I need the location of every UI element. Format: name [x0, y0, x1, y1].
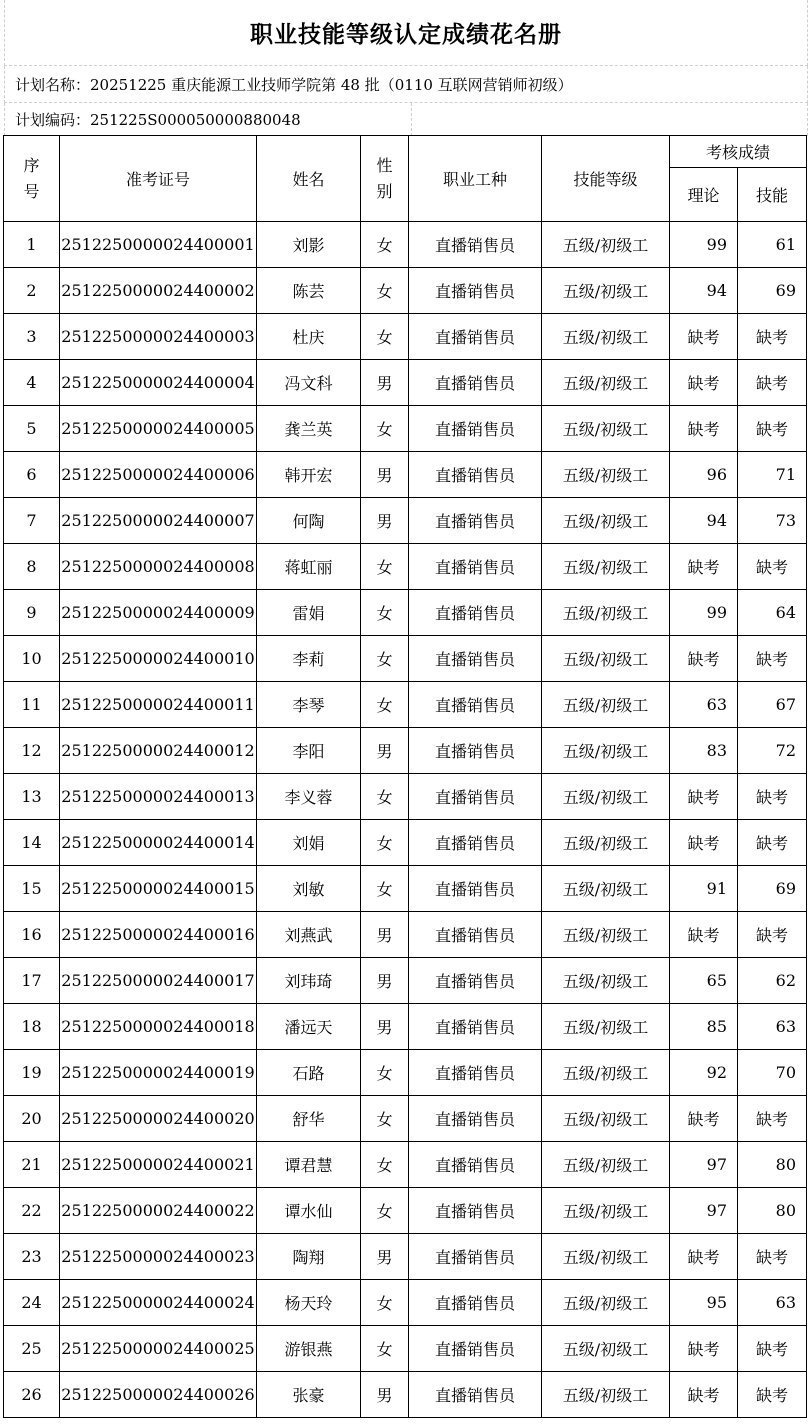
cell-seq: 3 [4, 314, 60, 360]
cell-seq: 16 [4, 912, 60, 958]
table-row [4, 1050, 807, 1096]
cell-seq: 26 [4, 1372, 60, 1418]
table-row [4, 222, 807, 268]
cell-skill: 69 [738, 268, 807, 314]
cell-ticket: 2512250000024400017 [60, 958, 257, 1004]
cell-gender: 女 [361, 774, 409, 820]
cell-seq: 4 [4, 360, 60, 406]
cell-ticket: 2512250000024400004 [60, 360, 257, 406]
cell-name: 龚兰英 [257, 406, 361, 452]
cell-gender: 女 [361, 406, 409, 452]
cell-gender: 男 [361, 958, 409, 1004]
header-seq: 序 号 [4, 136, 60, 222]
cell-job: 直播销售员 [409, 222, 542, 268]
cell-skill: 缺考 [738, 544, 807, 590]
page-title: 职业技能等级认定成绩花名册 [4, 0, 808, 66]
cell-seq: 17 [4, 958, 60, 1004]
cell-level: 五级/初级工 [542, 682, 670, 728]
cell-gender: 女 [361, 1280, 409, 1326]
table-row [4, 1280, 807, 1326]
cell-ticket: 2512250000024400024 [60, 1280, 257, 1326]
table-row [4, 636, 807, 682]
cell-job: 直播销售员 [409, 268, 542, 314]
cell-job: 直播销售员 [409, 912, 542, 958]
cell-skill: 72 [738, 728, 807, 774]
table-row [4, 1142, 807, 1188]
cell-level: 五级/初级工 [542, 958, 670, 1004]
cell-skill: 缺考 [738, 1234, 807, 1280]
table-row [4, 682, 807, 728]
cell-ticket: 2512250000024400010 [60, 636, 257, 682]
table-row [4, 1188, 807, 1234]
cell-skill: 69 [738, 866, 807, 912]
cell-ticket: 2512250000024400020 [60, 1096, 257, 1142]
cell-seq: 13 [4, 774, 60, 820]
cell-skill: 缺考 [738, 1372, 807, 1418]
cell-theory: 缺考 [670, 1234, 738, 1280]
cell-theory: 97 [670, 1142, 738, 1188]
cell-name: 游银燕 [257, 1326, 361, 1372]
cell-gender: 女 [361, 1050, 409, 1096]
cell-level: 五级/初级工 [542, 1372, 670, 1418]
cell-job: 直播销售员 [409, 1234, 542, 1280]
cell-job: 直播销售员 [409, 1188, 542, 1234]
cell-level: 五级/初级工 [542, 498, 670, 544]
cell-theory: 缺考 [670, 1326, 738, 1372]
table-row [4, 912, 807, 958]
cell-level: 五级/初级工 [542, 406, 670, 452]
cell-gender: 女 [361, 1326, 409, 1372]
header-divider [411, 103, 412, 136]
cell-level: 五级/初级工 [542, 1326, 670, 1372]
cell-gender: 女 [361, 1188, 409, 1234]
cell-ticket: 2512250000024400011 [60, 682, 257, 728]
cell-level: 五级/初级工 [542, 314, 670, 360]
cell-gender: 女 [361, 1096, 409, 1142]
cell-seq: 14 [4, 820, 60, 866]
cell-seq: 8 [4, 544, 60, 590]
cell-seq: 6 [4, 452, 60, 498]
cell-theory: 缺考 [670, 360, 738, 406]
cell-gender: 男 [361, 452, 409, 498]
cell-gender: 女 [361, 682, 409, 728]
cell-skill: 缺考 [738, 820, 807, 866]
header-name: 姓名 [257, 136, 361, 222]
cell-job: 直播销售员 [409, 1096, 542, 1142]
cell-name: 蒋虹丽 [257, 544, 361, 590]
cell-job: 直播销售员 [409, 1050, 542, 1096]
cell-job: 直播销售员 [409, 728, 542, 774]
header-ticket: 准考证号 [60, 136, 257, 222]
cell-seq: 15 [4, 866, 60, 912]
cell-level: 五级/初级工 [542, 820, 670, 866]
cell-skill: 61 [738, 222, 807, 268]
cell-theory: 95 [670, 1280, 738, 1326]
cell-level: 五级/初级工 [542, 1004, 670, 1050]
cell-level: 五级/初级工 [542, 360, 670, 406]
cell-name: 杜庆 [257, 314, 361, 360]
cell-seq: 5 [4, 406, 60, 452]
cell-seq: 9 [4, 590, 60, 636]
cell-name: 张豪 [257, 1372, 361, 1418]
header-skill: 技能 [738, 168, 807, 222]
cell-name: 雷娟 [257, 590, 361, 636]
cell-seq: 24 [4, 1280, 60, 1326]
cell-level: 五级/初级工 [542, 268, 670, 314]
cell-skill: 70 [738, 1050, 807, 1096]
cell-ticket: 2512250000024400022 [60, 1188, 257, 1234]
cell-skill: 缺考 [738, 406, 807, 452]
header-gender: 性 别 [361, 136, 409, 222]
cell-skill: 缺考 [738, 774, 807, 820]
cell-ticket: 2512250000024400023 [60, 1234, 257, 1280]
cell-ticket: 2512250000024400009 [60, 590, 257, 636]
cell-name: 谭君慧 [257, 1142, 361, 1188]
cell-name: 刘娟 [257, 820, 361, 866]
cell-ticket: 2512250000024400015 [60, 866, 257, 912]
cell-gender: 男 [361, 498, 409, 544]
cell-gender: 男 [361, 1234, 409, 1280]
cell-name: 谭水仙 [257, 1188, 361, 1234]
table-row [4, 1372, 807, 1418]
cell-ticket: 2512250000024400005 [60, 406, 257, 452]
cell-seq: 11 [4, 682, 60, 728]
cell-job: 直播销售员 [409, 544, 542, 590]
cell-ticket: 2512250000024400007 [60, 498, 257, 544]
cell-name: 石路 [257, 1050, 361, 1096]
cell-skill: 80 [738, 1188, 807, 1234]
cell-gender: 女 [361, 590, 409, 636]
cell-gender: 男 [361, 1004, 409, 1050]
cell-theory: 94 [670, 498, 738, 544]
cell-job: 直播销售员 [409, 452, 542, 498]
table-row [4, 544, 807, 590]
cell-job: 直播销售员 [409, 820, 542, 866]
cell-gender: 男 [361, 728, 409, 774]
cell-level: 五级/初级工 [542, 590, 670, 636]
cell-job: 直播销售员 [409, 958, 542, 1004]
cell-gender: 女 [361, 820, 409, 866]
table-row [4, 820, 807, 866]
cell-name: 陶翔 [257, 1234, 361, 1280]
cell-skill: 73 [738, 498, 807, 544]
cell-job: 直播销售员 [409, 636, 542, 682]
cell-skill: 71 [738, 452, 807, 498]
cell-theory: 99 [670, 222, 738, 268]
cell-theory: 缺考 [670, 406, 738, 452]
cell-seq: 12 [4, 728, 60, 774]
cell-ticket: 2512250000024400025 [60, 1326, 257, 1372]
cell-name: 刘敏 [257, 866, 361, 912]
cell-skill: 62 [738, 958, 807, 1004]
header-theory: 理论 [670, 168, 738, 222]
cell-theory: 缺考 [670, 544, 738, 590]
cell-ticket: 2512250000024400006 [60, 452, 257, 498]
cell-level: 五级/初级工 [542, 1234, 670, 1280]
cell-level: 五级/初级工 [542, 1188, 670, 1234]
cell-skill: 缺考 [738, 360, 807, 406]
cell-theory: 缺考 [670, 636, 738, 682]
cell-job: 直播销售员 [409, 682, 542, 728]
cell-level: 五级/初级工 [542, 636, 670, 682]
cell-skill: 67 [738, 682, 807, 728]
table-row [4, 590, 807, 636]
cell-skill: 80 [738, 1142, 807, 1188]
cell-seq: 23 [4, 1234, 60, 1280]
plan-code: 计划编码：251225S000050000880048 [15, 111, 301, 129]
cell-theory: 缺考 [670, 1096, 738, 1142]
plan-name: 计划名称：20251225 重庆能源工业技师学院第 48 批（0110 互联网营销师初级） [4, 66, 808, 103]
cell-theory: 83 [670, 728, 738, 774]
cell-ticket: 2512250000024400021 [60, 1142, 257, 1188]
table-row [4, 498, 807, 544]
cell-ticket: 2512250000024400012 [60, 728, 257, 774]
cell-theory: 缺考 [670, 820, 738, 866]
cell-gender: 女 [361, 636, 409, 682]
cell-theory: 94 [670, 268, 738, 314]
cell-ticket: 2512250000024400013 [60, 774, 257, 820]
cell-gender: 女 [361, 544, 409, 590]
plan-code-row [4, 103, 808, 136]
cell-job: 直播销售员 [409, 1004, 542, 1050]
cell-job: 直播销售员 [409, 1372, 542, 1418]
cell-seq: 19 [4, 1050, 60, 1096]
cell-skill: 缺考 [738, 636, 807, 682]
table-row [4, 728, 807, 774]
table-body [4, 222, 807, 1418]
cell-theory: 缺考 [670, 314, 738, 360]
table-row [4, 1234, 807, 1280]
cell-gender: 女 [361, 866, 409, 912]
cell-ticket: 2512250000024400008 [60, 544, 257, 590]
cell-level: 五级/初级工 [542, 452, 670, 498]
cell-gender: 男 [361, 360, 409, 406]
cell-name: 李义蓉 [257, 774, 361, 820]
cell-name: 刘影 [257, 222, 361, 268]
cell-gender: 女 [361, 222, 409, 268]
cell-job: 直播销售员 [409, 360, 542, 406]
table-row [4, 958, 807, 1004]
cell-job: 直播销售员 [409, 1280, 542, 1326]
cell-job: 直播销售员 [409, 314, 542, 360]
cell-job: 直播销售员 [409, 1326, 542, 1372]
cell-ticket: 2512250000024400002 [60, 268, 257, 314]
cell-name: 陈芸 [257, 268, 361, 314]
cell-seq: 25 [4, 1326, 60, 1372]
cell-job: 直播销售员 [409, 774, 542, 820]
table-row [4, 360, 807, 406]
table-row [4, 314, 807, 360]
cell-gender: 女 [361, 1142, 409, 1188]
cell-seq: 2 [4, 268, 60, 314]
cell-gender: 女 [361, 314, 409, 360]
cell-level: 五级/初级工 [542, 774, 670, 820]
cell-level: 五级/初级工 [542, 544, 670, 590]
cell-skill: 缺考 [738, 1096, 807, 1142]
cell-skill: 缺考 [738, 314, 807, 360]
cell-job: 直播销售员 [409, 590, 542, 636]
table-row [4, 452, 807, 498]
cell-seq: 22 [4, 1188, 60, 1234]
cell-name: 杨天玲 [257, 1280, 361, 1326]
cell-ticket: 2512250000024400016 [60, 912, 257, 958]
cell-theory: 缺考 [670, 774, 738, 820]
cell-theory: 缺考 [670, 1372, 738, 1418]
cell-theory: 91 [670, 866, 738, 912]
cell-gender: 男 [361, 912, 409, 958]
cell-seq: 21 [4, 1142, 60, 1188]
cell-name: 李阳 [257, 728, 361, 774]
table-row [4, 1004, 807, 1050]
cell-ticket: 2512250000024400014 [60, 820, 257, 866]
cell-name: 韩开宏 [257, 452, 361, 498]
cell-seq: 7 [4, 498, 60, 544]
cell-theory: 97 [670, 1188, 738, 1234]
cell-job: 直播销售员 [409, 866, 542, 912]
cell-theory: 99 [670, 590, 738, 636]
cell-name: 舒华 [257, 1096, 361, 1142]
table-row [4, 866, 807, 912]
table-row [4, 1096, 807, 1142]
cell-ticket: 2512250000024400003 [60, 314, 257, 360]
header-level: 技能等级 [542, 136, 670, 222]
cell-name: 刘玮琦 [257, 958, 361, 1004]
header-job: 职业工种 [409, 136, 542, 222]
cell-seq: 20 [4, 1096, 60, 1142]
cell-job: 直播销售员 [409, 1142, 542, 1188]
cell-theory: 63 [670, 682, 738, 728]
cell-skill: 63 [738, 1004, 807, 1050]
cell-theory: 92 [670, 1050, 738, 1096]
cell-job: 直播销售员 [409, 498, 542, 544]
cell-seq: 10 [4, 636, 60, 682]
cell-level: 五级/初级工 [542, 912, 670, 958]
cell-name: 何陶 [257, 498, 361, 544]
cell-name: 冯文科 [257, 360, 361, 406]
cell-level: 五级/初级工 [542, 1280, 670, 1326]
cell-ticket: 2512250000024400026 [60, 1372, 257, 1418]
cell-gender: 男 [361, 1372, 409, 1418]
table-row [4, 774, 807, 820]
cell-name: 李琴 [257, 682, 361, 728]
cell-skill: 缺考 [738, 912, 807, 958]
cell-skill: 63 [738, 1280, 807, 1326]
table-row [4, 1326, 807, 1372]
cell-theory: 缺考 [670, 912, 738, 958]
cell-gender: 女 [361, 268, 409, 314]
cell-seq: 1 [4, 222, 60, 268]
cell-job: 直播销售员 [409, 406, 542, 452]
cell-ticket: 2512250000024400001 [60, 222, 257, 268]
cell-name: 李莉 [257, 636, 361, 682]
cell-level: 五级/初级工 [542, 222, 670, 268]
header-score-group: 考核成绩 [670, 136, 807, 168]
cell-theory: 96 [670, 452, 738, 498]
cell-skill: 缺考 [738, 1326, 807, 1372]
cell-ticket: 2512250000024400018 [60, 1004, 257, 1050]
cell-level: 五级/初级工 [542, 1050, 670, 1096]
cell-level: 五级/初级工 [542, 1096, 670, 1142]
cell-theory: 85 [670, 1004, 738, 1050]
cell-ticket: 2512250000024400019 [60, 1050, 257, 1096]
cell-name: 潘远天 [257, 1004, 361, 1050]
cell-theory: 65 [670, 958, 738, 1004]
cell-seq: 18 [4, 1004, 60, 1050]
score-table [3, 135, 807, 1418]
cell-level: 五级/初级工 [542, 1142, 670, 1188]
cell-level: 五级/初级工 [542, 866, 670, 912]
cell-skill: 64 [738, 590, 807, 636]
table-row [4, 406, 807, 452]
cell-name: 刘燕武 [257, 912, 361, 958]
cell-level: 五级/初级工 [542, 728, 670, 774]
table-row [4, 268, 807, 314]
